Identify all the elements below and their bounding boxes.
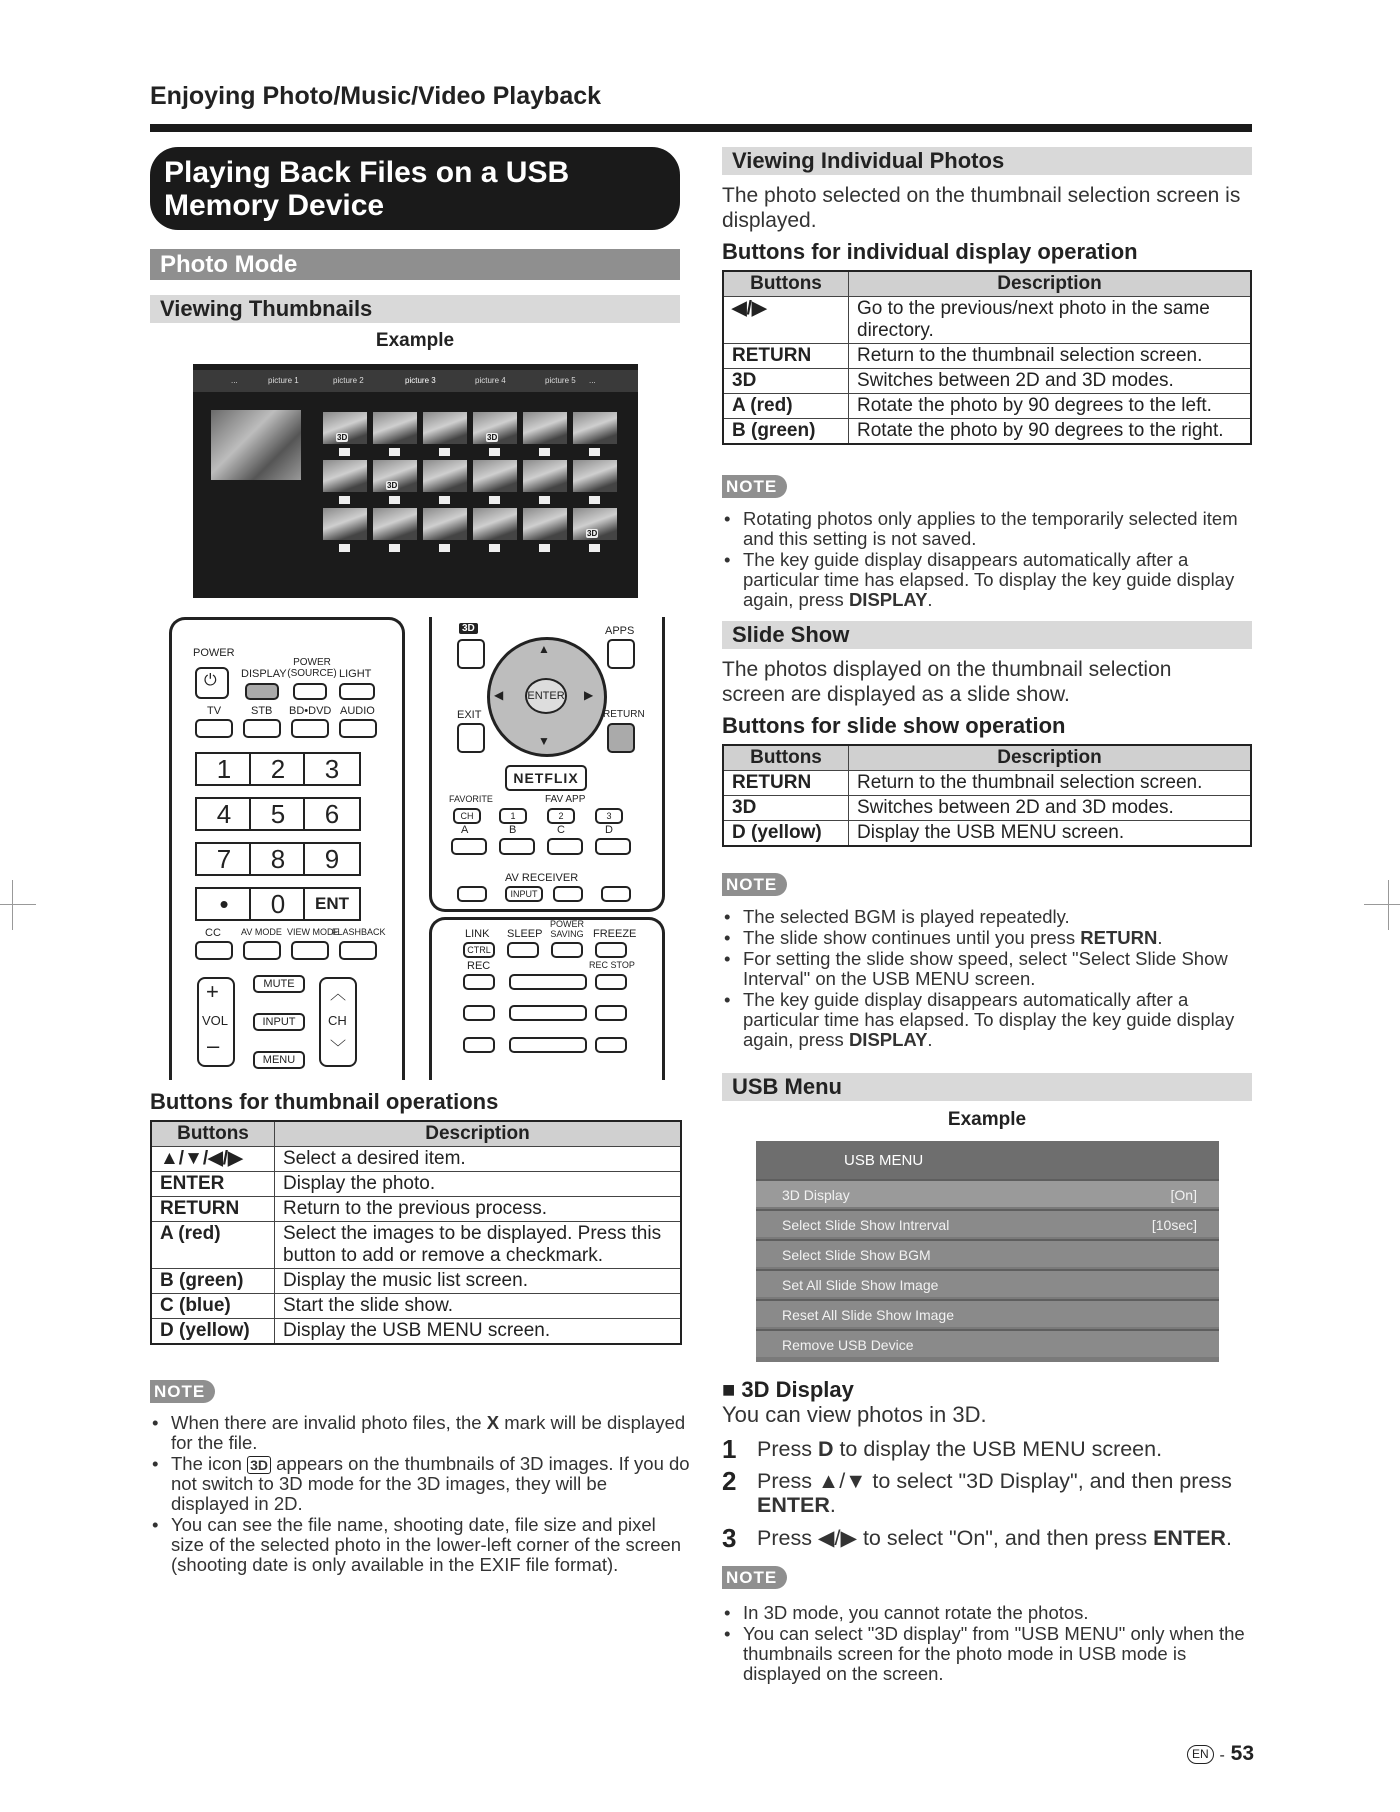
table-cell: ▲/▼/◀/▶ [151, 1147, 275, 1172]
table-cell: Return to the previous process. [275, 1197, 682, 1222]
av-input-button: INPUT [505, 886, 543, 902]
col-header-buttons: Buttons [723, 271, 849, 297]
favorite-label: FAVORITE [449, 794, 493, 804]
slide-buttons-table [722, 744, 1252, 847]
power-source-button [293, 683, 327, 700]
note-item: • The icon 3D appears on the thumbnails of 3D images. If you do not switch to 3D mode for the 3D images, they will be displayed in 2D. [150, 1454, 690, 1514]
apps-button [607, 639, 635, 669]
table-cell: Display the USB MENU screen. [275, 1319, 682, 1345]
3d-notes [722, 1603, 1252, 1685]
light-label: LIGHT [339, 668, 372, 680]
thumbnail [423, 460, 467, 492]
cc-button [195, 941, 233, 960]
crop-mark-left [0, 904, 36, 905]
table-cell: 3D [723, 796, 849, 821]
tv-button [195, 719, 233, 738]
tab-picture-2: picture 2 [333, 376, 364, 385]
header-rule [150, 124, 1252, 132]
table-row [723, 369, 1251, 394]
col-header-description: Description [849, 745, 1252, 771]
table-row [723, 419, 1251, 445]
individual-ops-title: Buttons for individual display operation [722, 239, 1138, 264]
note-item: • In 3D mode, you cannot rotate the photos. [722, 1603, 1252, 1623]
table-cell: B (green) [151, 1269, 275, 1294]
b-button [499, 838, 535, 855]
tab-picture-5: picture 5 [545, 376, 576, 385]
b-label: B [509, 824, 517, 836]
note-badge: NOTE [722, 1566, 787, 1589]
rec-stop-button [595, 974, 627, 990]
stop-button [509, 1037, 587, 1053]
return-label: RETURN [603, 709, 645, 720]
3d-icon: 3D [587, 529, 598, 538]
ch-label: CH [328, 1013, 347, 1028]
table-cell: 3D [723, 369, 849, 394]
table-cell: Rotate the photo by 90 degrees to the left. [849, 394, 1252, 419]
rewind-button [463, 1005, 495, 1021]
note-item: • You can select "3D display" from "USB MENU" only when the thumbnails screen for the photo mode in USB mode is displayed on the screen. [722, 1624, 1252, 1684]
power-source-label: POWER (SOURCE) [287, 657, 337, 679]
usb-menu-item: Set All Slide Show Image [756, 1269, 1219, 1297]
slide-notes [722, 907, 1252, 1051]
freeze-button [595, 942, 627, 958]
note-badge: NOTE [722, 475, 787, 498]
usb-menu-header: USB MENU [756, 1141, 1219, 1179]
thumbnail [373, 508, 417, 540]
skip-forward-button [595, 1037, 627, 1053]
bd-dvd-label: BD•DVD [289, 705, 332, 717]
key-1: 1 [195, 752, 253, 786]
3d-icon: 3D [487, 433, 498, 442]
sleep-button [507, 942, 539, 958]
step-2: Press ▲/▼ to select "3D Display", and then press ENTER. [757, 1469, 1232, 1517]
sleep-label: SLEEP [507, 928, 543, 940]
slide-ops-title: Buttons for slide show operation [722, 713, 1066, 738]
flashback-label: FLASHBACK [332, 927, 386, 937]
av-mode-button [243, 941, 281, 960]
table-cell: RETURN [151, 1197, 275, 1222]
rec-button [463, 974, 495, 990]
skip-back-button [463, 1037, 495, 1053]
table-cell: Start the slide show. [275, 1294, 682, 1319]
slide-paragraph: The photos displayed on the thumbnail selection screen are displayed as a slide show. [722, 658, 1172, 706]
usb-menu-item: Select Slide Show Intrerval [10sec] [756, 1209, 1219, 1237]
table-row [151, 1269, 681, 1294]
language-badge: EN [1187, 1745, 1214, 1764]
usb-menu-heading: USB Menu [722, 1073, 1252, 1101]
table-cell: A (red) [151, 1222, 275, 1269]
thumbnail [323, 412, 367, 444]
key-8: 8 [249, 842, 307, 876]
note-item: • The key guide display disappears automatically after a particular time has elapsed. To display the key guide display again, press DISPLAY. [722, 990, 1252, 1050]
key-4: 4 [195, 797, 253, 831]
tab-picture-3: picture 3 [405, 376, 436, 385]
usb-menu-item: Reset All Slide Show Image [756, 1299, 1219, 1327]
3d-icon: 3D [387, 481, 398, 490]
example-label: Example [947, 1109, 1027, 1130]
power-button [195, 667, 229, 699]
example-label: Example [375, 330, 455, 351]
vol-label: VOL [202, 1013, 229, 1028]
av-mode-label: AV MODE [241, 927, 282, 937]
av-receiver-label: AV RECEIVER [505, 872, 579, 884]
table-cell: A (red) [723, 394, 849, 419]
tv-label: TV [207, 705, 222, 717]
table-row [723, 297, 1251, 344]
usb-menu-item: Remove USB Device [756, 1329, 1219, 1357]
3d-display-title: ■ 3D Display [722, 1377, 854, 1402]
key-3: 3 [303, 752, 361, 786]
table-cell: ◀/▶ [723, 297, 849, 344]
thumbnail-screen [193, 364, 638, 598]
ch-small-button: CH [453, 808, 481, 824]
table-cell: Rotate the photo by 90 degrees to the right. [849, 419, 1252, 445]
power-label: POWER [193, 647, 235, 659]
audio-label: AUDIO [340, 705, 375, 717]
link-ctrl-button: CTRL [463, 942, 495, 958]
step-3: Press ◀/▶ to select "On", and then press ENTER. [757, 1526, 1232, 1550]
thumbnail [573, 460, 617, 492]
left-arrow-icon: ◀ [494, 688, 504, 702]
tab-picture-4: picture 4 [475, 376, 506, 385]
link-label: LINK [465, 928, 490, 940]
key-2: 2 [249, 752, 307, 786]
mute-button: MUTE [253, 975, 305, 993]
display-button [245, 683, 279, 700]
display-label: DISPLAY [241, 668, 287, 680]
stb-label: STB [251, 705, 273, 717]
col-header-buttons: Buttons [723, 745, 849, 771]
fav-1-button: 1 [499, 808, 527, 824]
table-cell: Display the photo. [275, 1172, 682, 1197]
thumbnail-tab-bar [193, 370, 638, 392]
stb-button [243, 719, 281, 738]
freeze-label: FREEZE [593, 928, 637, 940]
fav-2-button: 2 [547, 808, 575, 824]
crop-mark-right [1364, 904, 1400, 905]
enter-button: ENTER [525, 678, 567, 714]
fav-app-label: FAV APP [545, 794, 586, 805]
col-header-buttons: Buttons [151, 1121, 275, 1147]
view-mode-label: VIEW MODE [287, 927, 340, 937]
3d-icon: 3D [247, 1456, 271, 1474]
thumbnail [373, 460, 417, 492]
key-5: 5 [249, 797, 307, 831]
a-label: A [461, 824, 469, 836]
table-row [151, 1222, 681, 1269]
return-button [607, 723, 635, 753]
3d-button [457, 639, 485, 669]
key-dot: • [195, 887, 253, 921]
table-cell: Switches between 2D and 3D modes. [849, 796, 1252, 821]
table-cell: C (blue) [151, 1294, 275, 1319]
thumbnail [323, 460, 367, 492]
d-label: D [605, 824, 613, 836]
page-footer [1187, 1742, 1254, 1766]
preview-image [211, 410, 301, 480]
menu-button: MENU [253, 1051, 305, 1069]
table-cell: RETURN [723, 344, 849, 369]
note-item: • For setting the slide show speed, select "Select Slide Show Interval" on the USB MENU screen. [722, 949, 1252, 989]
step-number: 3 [722, 1523, 737, 1553]
a-button [451, 838, 487, 855]
crop-mark-left-v [12, 880, 13, 930]
audio-button [339, 719, 377, 738]
power-icon: ⏻ [204, 672, 217, 689]
viewing-individual-photos-heading: Viewing Individual Photos [722, 147, 1252, 175]
thumbnail-buttons-table [150, 1120, 682, 1345]
footer-dash: - [1219, 1747, 1225, 1764]
netflix-button: NETFLIX [505, 765, 587, 791]
table-row [151, 1147, 681, 1172]
av-vol-up-button [553, 886, 583, 902]
thumbnail [423, 508, 467, 540]
dpad [487, 637, 607, 757]
rec-label: REC [467, 960, 491, 972]
remote-control-illustration [169, 617, 664, 1075]
key-ent: ENT [303, 887, 361, 921]
thumb-ops-title: Buttons for thumbnail operations [150, 1089, 499, 1114]
input-button: INPUT [253, 1013, 305, 1031]
step-1: Press D to display the USB MENU screen. [757, 1437, 1163, 1461]
chevron-down-icon: ﹀ [330, 1040, 347, 1057]
table-row [723, 344, 1251, 369]
ch-rocker [319, 977, 357, 1067]
note-item: • You can see the file name, shooting date, file size and pixel size of the selected photo in the lower-left corner of the screen (shooting date is only available in the EXIF file format). [150, 1515, 690, 1575]
thumbnail [523, 508, 567, 540]
table-cell: Display the USB MENU screen. [849, 821, 1252, 847]
table-cell: Select the images to be displayed. Press this button to add or remove a checkmark. [275, 1222, 682, 1269]
key-9: 9 [303, 842, 361, 876]
table-cell: Go to the previous/next photo in the same directory. [849, 297, 1252, 344]
c-button [547, 838, 583, 855]
individual-buttons-table [722, 270, 1252, 445]
table-cell: Display the music list screen. [275, 1269, 682, 1294]
note-item: • When there are invalid photo files, the X mark will be displayed for the file. [150, 1413, 690, 1453]
power-saving-label: POWER SAVING [549, 919, 584, 939]
usb-menu-screen [756, 1141, 1219, 1362]
usb-menu-item: 3D Display [On] [756, 1179, 1219, 1207]
rec-stop-label: REC STOP [589, 960, 635, 970]
table-cell: Return to the thumbnail selection screen. [849, 344, 1252, 369]
page-number: 53 [1230, 1742, 1254, 1765]
exit-button [457, 723, 485, 753]
table-row [723, 394, 1251, 419]
apps-label: APPS [605, 625, 635, 637]
table-cell: B (green) [723, 419, 849, 445]
table-row [151, 1319, 681, 1345]
table-row [151, 1294, 681, 1319]
thumbnail [573, 412, 617, 444]
key-0: 0 [249, 887, 307, 921]
note-item: • The key guide display disappears automatically after a particular time has elapsed. To display the key guide display again, press DISPLAY. [722, 550, 1242, 610]
note-badge: NOTE [722, 873, 787, 896]
note-badge: NOTE [150, 1380, 215, 1403]
note-item: • The slide show continues until you press RETURN. [722, 928, 1252, 948]
section-title: Enjoying Photo/Music/Video Playback [150, 82, 602, 110]
cc-label: CC [205, 927, 221, 939]
3d-display-paragraph: You can view photos in 3D. [722, 1402, 987, 1427]
table-cell: Return to the thumbnail selection screen. [849, 771, 1252, 796]
key-7: 7 [195, 842, 253, 876]
table-cell: D (yellow) [723, 821, 849, 847]
thumbnail [373, 412, 417, 444]
tab-picture-1: picture 1 [268, 376, 299, 385]
viewing-thumbnails-heading: Viewing Thumbnails [150, 295, 680, 323]
thumbnail [473, 508, 517, 540]
view-mode-button [291, 941, 329, 960]
thumbnail [523, 460, 567, 492]
table-cell: D (yellow) [151, 1319, 275, 1345]
thumbnail [473, 412, 517, 444]
vol-rocker: + VOL – [197, 977, 235, 1067]
remote-right-lower-panel [429, 917, 665, 1080]
table-row [151, 1197, 681, 1222]
fast-forward-button [595, 1005, 627, 1021]
usb-menu-item: Select Slide Show BGM [756, 1239, 1219, 1267]
note-item: • The selected BGM is played repeatedly. [722, 907, 1252, 927]
step-number: 2 [722, 1466, 737, 1496]
slide-show-heading: Slide Show [722, 621, 1252, 649]
photo-mode-heading: Photo Mode [150, 249, 680, 280]
flashback-button [339, 941, 377, 960]
thumbnail [423, 412, 467, 444]
pause-button [509, 974, 587, 990]
crop-mark-right-v [1388, 880, 1389, 930]
3d-icon: 3D [337, 433, 348, 442]
main-title: Playing Back Files on a USB Memory Device [150, 147, 680, 230]
exit-label: EXIT [457, 709, 482, 721]
vip-paragraph: The photo selected on the thumbnail selection screen is displayed. [722, 184, 1241, 232]
thumbnail [523, 412, 567, 444]
table-row [723, 771, 1251, 796]
right-arrow-icon: ▶ [584, 688, 594, 702]
table-row [723, 821, 1251, 847]
chevron-up-icon: ︿ [330, 986, 347, 1003]
table-cell: Switches between 2D and 3D modes. [849, 369, 1252, 394]
col-header-description: Description [849, 271, 1252, 297]
table-row [723, 796, 1251, 821]
step-number: 1 [722, 1434, 737, 1464]
up-arrow-icon: ▲ [538, 642, 550, 656]
c-label: C [557, 824, 565, 836]
vip-notes [722, 509, 1242, 611]
key-6: 6 [303, 797, 361, 831]
table-cell: RETURN [723, 771, 849, 796]
thumbnail [323, 508, 367, 540]
d-button [595, 838, 631, 855]
av-power-button [457, 886, 487, 902]
light-button [339, 683, 375, 700]
table-row [151, 1172, 681, 1197]
3d-badge: 3D [459, 623, 478, 634]
thumbnail [473, 460, 517, 492]
table-cell: Select a desired item. [275, 1147, 682, 1172]
play-button [509, 1005, 587, 1021]
note-item: • Rotating photos only applies to the temporarily selected item and this setting is not saved. [722, 509, 1242, 549]
col-header-description: Description [275, 1121, 682, 1147]
bd-dvd-button [291, 719, 329, 738]
power-saving-button [551, 942, 583, 958]
tab-ellipsis-right: ... [589, 376, 596, 385]
fav-3-button: 3 [595, 808, 623, 824]
down-arrow-icon: ▼ [538, 734, 550, 748]
av-vol-down-button [601, 886, 631, 902]
table-cell: ENTER [151, 1172, 275, 1197]
tab-ellipsis-left: ... [231, 376, 238, 385]
thumbnail [573, 508, 617, 540]
thumb-notes [150, 1413, 690, 1576]
